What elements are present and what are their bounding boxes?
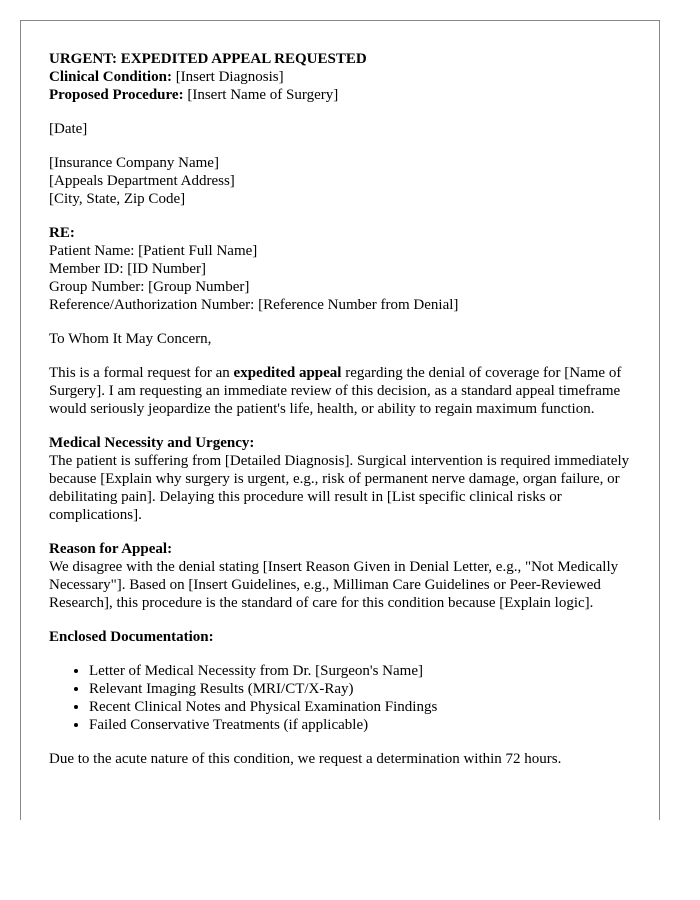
reason-paragraph: We disagree with the denial stating [Insert Reason Given in Denial Letter, e.g., "Not Medically Necessary"]. Based on [Insert Guidelines, e.g., Milliman Care Guidelines or Peer-Reviewed Research], this procedure is the standard of care for this condition because [Explain logic]. (49, 559, 619, 611)
intro-emphasis: expedited appeal (233, 365, 342, 381)
proposed-procedure-line (49, 86, 639, 104)
recipient-city: [City, State, Zip Code] (49, 191, 186, 207)
recipient-company: [Insurance Company Name] (49, 155, 219, 171)
proposed-procedure-label: Proposed Procedure: (49, 87, 184, 103)
clinical-condition-label: Clinical Condition: (49, 69, 172, 85)
letter-content (49, 50, 639, 768)
intro-text-start: This is a formal request for an (49, 365, 234, 381)
member-id-line: Member ID: [ID Number] (49, 261, 207, 277)
documentation-list (49, 662, 639, 734)
recipient-address: [Appeals Department Address] (49, 173, 235, 189)
closing-paragraph: Due to the acute nature of this condition, we request a determination within 72 hours. (49, 751, 562, 767)
reference-number-line: Reference/Authorization Number: [Reference Number from Denial] (49, 297, 459, 313)
list-item: • Letter of Medical Necessity from Dr. [Surgeon's Name] (89, 662, 639, 680)
letter-page (20, 20, 660, 820)
necessity-heading: Medical Necessity and Urgency: (49, 435, 255, 451)
re-label: RE: (49, 225, 75, 241)
clinical-condition-value: [Insert Diagnosis] (175, 69, 284, 85)
reason-heading: Reason for Appeal: (49, 541, 173, 557)
list-item: • Relevant Imaging Results (MRI/CT/X-Ray) (89, 680, 639, 698)
necessity-paragraph: The patient is suffering from [Detailed Diagnosis]. Surgical intervention is required immediately because [Explain why surgery is urgent, e.g., risk of permanent nerve damage, organ failure, or debilitating pain]. Delaying this procedure will result in [List specific clinical risks or complications]. (49, 453, 630, 523)
list-item: • Failed Conservative Treatments (if applicable) (89, 716, 639, 734)
list-item: • Recent Clinical Notes and Physical Examination Findings (89, 698, 639, 716)
clinical-condition-line (49, 68, 639, 86)
intro-text-end: regarding the denial of coverage for [Name of Surgery]. I am requesting an immediate review of this decision, as a standard appeal timeframe would seriously jeopardize the patient's life, health, or ability to regain maximum function. (49, 365, 622, 417)
letter-title: URGENT: EXPEDITED APPEAL REQUESTED (49, 51, 367, 67)
salutation: To Whom It May Concern, (49, 331, 212, 347)
group-number-line: Group Number: [Group Number] (49, 279, 250, 295)
documentation-heading: Enclosed Documentation: (49, 629, 214, 645)
patient-name-line: Patient Name: [Patient Full Name] (49, 243, 258, 259)
intro-paragraph (49, 364, 639, 418)
letter-date: [Date] (49, 121, 88, 137)
proposed-procedure-value: [Insert Name of Surgery] (187, 87, 339, 103)
